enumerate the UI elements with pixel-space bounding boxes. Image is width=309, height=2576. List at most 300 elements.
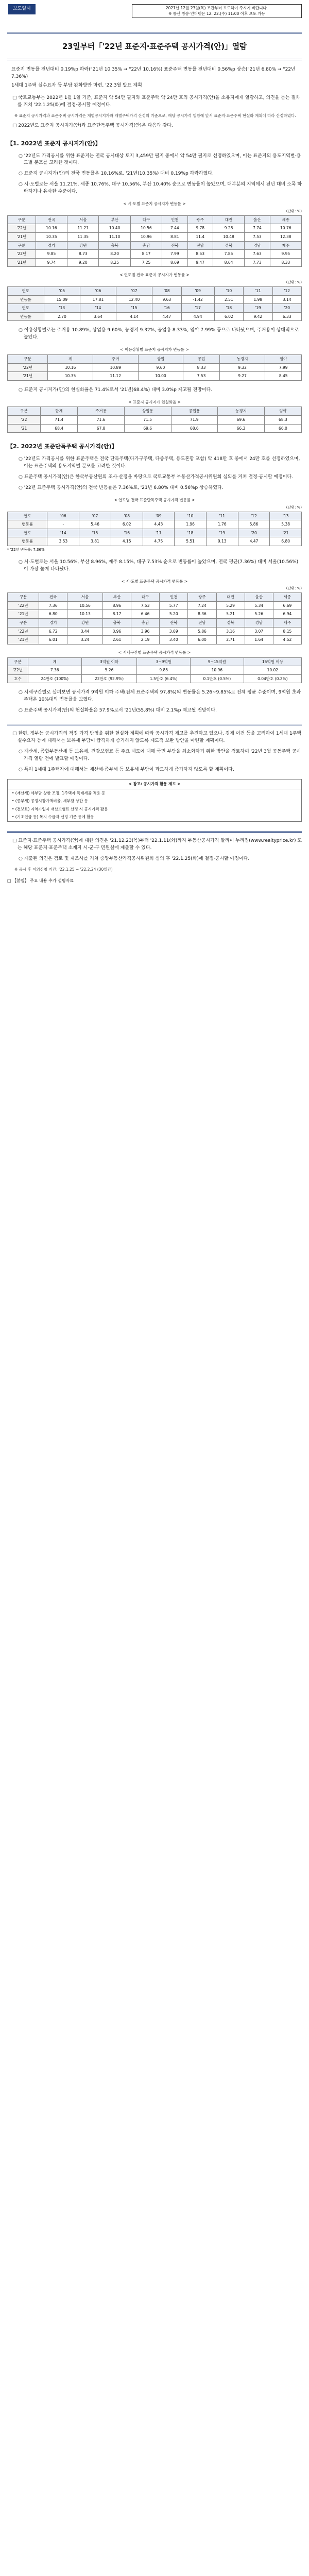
table-header-cell: '19: [206, 529, 238, 537]
table-header-cell: 공업: [183, 354, 220, 363]
intro-note: ※ 표준지 공시가격과 표준주택 공시가격은 개별공시지가와 개별주택가격 산정의 기준으로, 해당 공시가격 열람에 앞서 표준지·표준주택 현실화 계획에 따라 산정하였다.: [14, 113, 296, 118]
table-cell: '21년: [8, 636, 39, 645]
table-cell: '22년: [8, 250, 36, 259]
table-cell: 9.85: [36, 250, 67, 259]
table-header-cell: 광주: [187, 215, 213, 224]
table-cell: 변동률: [8, 295, 44, 304]
table-caption: < 시·도별 표준지 공시지가 변동률 >: [123, 201, 186, 207]
table-cell: 10.35: [48, 372, 93, 381]
table-cell: 2.71: [216, 636, 245, 645]
table-cell: 3.07: [245, 627, 273, 636]
table-caption: < 연도별 전국 표준단독주택 공시가격 변동률 >: [114, 498, 195, 503]
table-cell: 10.40: [99, 224, 130, 233]
table-header-cell: 3억원 이하: [81, 657, 137, 666]
table-cell: 7.36: [28, 666, 81, 675]
table-cell: 11.21: [67, 224, 99, 233]
table-cell: 8.45: [265, 372, 302, 381]
table-header-cell: 대구: [130, 215, 162, 224]
table-header-cell: 15억원 이상: [244, 657, 301, 666]
table-cell: -1.42: [181, 295, 214, 304]
table-header-cell: 전남: [187, 241, 213, 250]
table-cell: 7.99: [265, 363, 302, 372]
table-header-cell: '07: [79, 512, 111, 520]
table-header-cell: 경기: [36, 241, 67, 250]
table-row: [8, 224, 302, 233]
table-row: [8, 407, 302, 416]
table-cell: 9.28: [213, 224, 244, 233]
table-cell: 71.6: [78, 415, 125, 424]
table-unit: (단위: %): [286, 280, 302, 285]
table-header-cell: 상업용: [124, 407, 171, 416]
table-header-cell: '11: [244, 286, 272, 295]
table-cell: 7.53: [245, 232, 270, 241]
table-cell: 68.6: [171, 424, 218, 433]
table-header-cell: 제주: [273, 619, 301, 628]
table-cell: 3.24: [67, 636, 103, 645]
table-cell: 6.72: [39, 627, 67, 636]
table-cell: 3.64: [80, 312, 116, 321]
table-row: [8, 529, 302, 537]
table-header-cell: 9~15억원: [191, 657, 244, 666]
table-cell: 8.15: [273, 627, 301, 636]
table-cell: 5.21: [216, 610, 245, 619]
table-header-cell: '21: [270, 529, 302, 537]
table-header-cell: 광주: [188, 593, 216, 602]
table-header-cell: 연도: [8, 286, 44, 295]
table-cell: 71.4: [41, 415, 78, 424]
table-cell: 5.26: [81, 666, 137, 675]
reference-title: < 참고: 공시가격 활용 제도 >: [8, 779, 301, 789]
table-header-cell: 충북: [102, 619, 131, 628]
table-cell: 3.96: [131, 627, 160, 636]
table-cell: 69.6: [124, 424, 171, 433]
table-cell: 9.32: [219, 363, 265, 372]
table-cell: '21: [8, 424, 41, 433]
table-header-cell: 충북: [99, 241, 130, 250]
table-header-cell: 상업: [138, 354, 183, 363]
table-header-cell: 경남: [245, 241, 270, 250]
table-cell: 5.86: [238, 520, 270, 529]
table-header-cell: '14: [80, 304, 116, 313]
table-cell: '21년: [8, 258, 36, 267]
attachment-note: □ 【붙임】 주요 내용 추가 설명자료: [7, 878, 74, 883]
table-cell: 10.56: [130, 224, 162, 233]
yearly-land-table: [7, 286, 302, 321]
table-cell: 1.64: [245, 636, 273, 645]
sec1-para: ○ 시·도별로는 서울 11.21%, 세종 10.76%, 대구 10.56%, 부산 10.40% 순으로 변동률이 높았으며, 대부분의 지역에서 전년 대비 소폭 하락하거나 유사한 수준이다.: [19, 182, 302, 195]
table-cell: 6.46: [131, 610, 160, 619]
table-cell: 8.81: [162, 232, 187, 241]
table-cell: 5.38: [270, 520, 302, 529]
table-cell: 11.35: [67, 232, 99, 241]
table-header-cell: 제주: [270, 241, 301, 250]
table-row: [8, 363, 302, 372]
table-cell: 9.85: [137, 666, 191, 675]
table-cell: 3.81: [79, 537, 111, 546]
table-cell: 6.33: [272, 312, 302, 321]
table-cell: 3.16: [216, 627, 245, 636]
table-cell: 10.96: [130, 232, 162, 241]
intro-para: □ 국토교통부는 2022년 1월 1일 기준, 표준지 약 54만 필지와 표준주택 약 24만 호의 공시가격(안)을 소유자에게 열람하고, 의견을 듣는 절차를 거쳐 '22.1.25(화)에 결정·공시할 예정이다.: [12, 95, 300, 108]
table-cell: '22: [8, 415, 41, 424]
table-header-cell: '18: [214, 304, 243, 313]
table-cell: 4.15: [111, 537, 143, 546]
table-header-cell: 농경지: [218, 407, 265, 416]
table-cell: 7.74: [245, 224, 270, 233]
price-band-table: [7, 657, 302, 684]
table-row: [8, 415, 302, 424]
page-title: 23일부터「'22년 표준지·표준주택 공시가격(안)」열람: [62, 42, 247, 51]
table-cell: 71.9: [171, 415, 218, 424]
table-cell: '21년: [8, 232, 36, 241]
table-cell: 9.42: [244, 312, 272, 321]
table-unit: (단위: %): [286, 586, 302, 591]
table-cell: 1.98: [244, 295, 272, 304]
release-badge: 보도일시: [8, 4, 36, 14]
table-cell: 3.44: [67, 627, 103, 636]
table-header-cell: 대전: [216, 593, 245, 602]
table-row: [8, 304, 302, 313]
table-row: [8, 295, 302, 304]
table-cell: 11.10: [99, 232, 130, 241]
table-cell: 변동률: [8, 537, 47, 546]
table-header-cell: 구분: [8, 354, 48, 363]
table-cell: 5.26: [245, 610, 273, 619]
table-cell: 7.85: [213, 250, 244, 259]
table-header-cell: 울산: [245, 215, 270, 224]
table-row: [8, 627, 302, 636]
table-header-cell: 합계: [41, 407, 78, 416]
table-cell: 10.16: [36, 224, 67, 233]
table-header-cell: '15: [116, 304, 152, 313]
reference-box: [7, 779, 302, 822]
table-header-cell: 서울: [67, 215, 99, 224]
reference-line: • (재산세) 세부담 상한 조정, 1주택자 특례세율 적용 등: [12, 790, 106, 795]
table-cell: 10.00: [138, 372, 183, 381]
table-header-cell: '17: [181, 304, 214, 313]
table-cell: 6.01: [39, 636, 67, 645]
table-header-cell: '16: [152, 304, 181, 313]
table-cell: 7.53: [131, 601, 160, 610]
table-header-cell: 구분: [8, 657, 28, 666]
table-header-cell: 전국: [36, 215, 67, 224]
table-header-cell: 연도: [8, 512, 47, 520]
table-cell: 10.16: [48, 363, 93, 372]
sec2-para: ○ 시·도별로는 서울 10.56%, 부산 8.96%, 제주 8.15%, 대구 7.53% 순으로 변동률이 높았으며, 전국 평균(7.36%) 대비 서울(10.56%)이 가장 높게 나타났다.: [19, 559, 299, 572]
land-use-table: [7, 354, 302, 381]
table-cell: 67.8: [78, 424, 125, 433]
table-cell: 9.13: [206, 537, 238, 546]
title-box: [7, 32, 302, 60]
table-cell: 7.53: [183, 372, 220, 381]
table-header-cell: 전국: [39, 593, 67, 602]
table-cell: 10.13: [67, 610, 103, 619]
embargo-box: [132, 4, 302, 18]
table-header-cell: '10: [214, 286, 243, 295]
table-cell: 7.63: [245, 250, 270, 259]
table-header-cell: 계: [28, 657, 81, 666]
table-cell: 4.43: [143, 520, 175, 529]
regional-land-table: [7, 215, 302, 267]
table-row: [8, 666, 302, 675]
table-cell: 8.64: [213, 258, 244, 267]
table-cell: 68.4: [41, 424, 78, 433]
table-cell: 11.4: [187, 232, 213, 241]
sec3-para: □ 한편, 정부는 공시가격의 적정 가격 반영을 위한 현실화 계획에 따라 공시가격 제고를 추진하고 있으나, 경제 여건 등을 고려하여 1세대 1주택 실수요자 등에 대해서는 보유세 부담이 급격하게 증가하지 않도록 제도적 보완 방안을 마련할 계획이다.: [12, 731, 302, 744]
sec2-para: ○ 시세구간별로 살펴보면 공시가격 9억원 이하 주택(전체 표준주택의 97.8%)의 변동률은 5.26~9.85%로 전체 평균 수준이며, 9억원 초과 주택은 10%대의 변동률을 보였다.: [19, 690, 301, 703]
table-cell: 6.02: [111, 520, 143, 529]
table-header-cell: 구분: [8, 241, 36, 250]
table-caption: < 표준지 공시지가 현실화율 >: [128, 399, 181, 404]
table-header-cell: 전남: [188, 619, 216, 628]
table-header-cell: '05: [44, 286, 80, 295]
table-cell: 2.61: [102, 636, 131, 645]
table-header-cell: 강원: [67, 619, 103, 628]
regional-house-table: [7, 592, 302, 645]
table-caption: < 시세구간별 표준주택 공시가격 변동률 >: [118, 650, 191, 655]
table-cell: 7.44: [162, 224, 187, 233]
table-header-cell: 구분: [8, 215, 36, 224]
table-unit: (단위: %): [286, 505, 302, 510]
table-cell: 변동률: [8, 520, 47, 529]
table-row: [8, 601, 302, 610]
table-cell: 6.02: [214, 312, 243, 321]
intro: [7, 95, 302, 129]
table-cell: '21년: [8, 372, 48, 381]
land-realization-table: [7, 406, 302, 433]
table-cell: 22만호 (92.9%): [81, 674, 137, 683]
table-header-cell: '13: [44, 304, 80, 313]
intro-para: □ 2022년도 표준지 공시지가(안)과 표준단독주택 공시가격(안)은 다음과 같다.: [12, 123, 173, 128]
table-cell: '22년: [8, 601, 39, 610]
table-header-cell: 충남: [130, 241, 162, 250]
table-header-cell: 구분: [8, 407, 41, 416]
table-cell: 8.33: [183, 363, 220, 372]
table-cell: '21년: [8, 610, 39, 619]
table-header-cell: 계: [48, 354, 93, 363]
table-cell: 0.1만호 (0.5%): [191, 674, 244, 683]
table-header-cell: '18: [175, 529, 207, 537]
summary-line: 1세대 1주택 실수요자 등 부담 완화방안 마련, '22.3월 발표 계획: [11, 83, 142, 89]
table-cell: '22년: [8, 363, 48, 372]
table-header-cell: '09: [143, 512, 175, 520]
table-cell: 7.25: [130, 258, 162, 267]
table-cell: 8.25: [99, 258, 130, 267]
table-cell: 4.14: [116, 312, 152, 321]
table-row: [8, 619, 302, 628]
table-cell: 1.5만호 (6.4%): [137, 674, 191, 683]
table-header-cell: '10: [175, 512, 207, 520]
table-cell: 9.20: [67, 258, 99, 267]
sec1-para: ○ 이용상황별로는 주거용 10.89%, 상업용 9.60%, 농경지 9.32%, 공업용 8.33%, 임야 7.99% 등으로 나타났으며, 주거용이 상대적으로 높았다.: [19, 328, 299, 341]
sec3-para: ○ 재산세, 종합부동산세 등 보유세, 건강보험료 등 주요 제도에 대해 국민 부담을 최소화하기 위한 방안을 검토하여 '22년 3월 공동주택 공시가격 열람 전에 발표할 예정이다.: [19, 749, 301, 762]
table-row: [8, 372, 302, 381]
table-header-cell: 3~9억원: [137, 657, 191, 666]
table-header-cell: 임야: [264, 407, 301, 416]
table-cell: 2.70: [44, 312, 80, 321]
table-cell: 4.47: [238, 537, 270, 546]
table-header-cell: 농경지: [219, 354, 265, 363]
sec1-para: ○ '22년도 가격공시를 위한 표준지는 전국 공시대상 토지 3,459만 필지 중에서 약 54만 필지로 선정하였으며, 이는 표준지의 용도지역별·용도별 분포를 고려한 것이다.: [19, 153, 301, 166]
table-cell: 24만호 (100%): [28, 674, 81, 683]
header: [7, 0, 302, 32]
table-header-cell: 연도: [8, 529, 47, 537]
table-cell: '22년: [8, 627, 39, 636]
table-header-cell: 임야: [265, 354, 302, 363]
table-row: [8, 232, 302, 241]
table-header-cell: 대전: [213, 215, 244, 224]
table-cell: 7.36: [39, 601, 67, 610]
table-header-cell: '20: [238, 529, 270, 537]
table-header-cell: 부산: [99, 215, 130, 224]
table-caption: < 연도별 전국 표준지 공시지가 변동률 >: [119, 273, 190, 278]
table-caption: < 이용상황별 표준지 공시지가 변동률 >: [120, 347, 189, 352]
table-row: [8, 312, 302, 321]
table-row: [8, 241, 302, 250]
table-cell: '22년: [8, 666, 28, 675]
table-cell: 3.69: [160, 627, 188, 636]
table-row: [8, 258, 302, 267]
table-cell: 7.73: [245, 258, 270, 267]
table-header-cell: '13: [270, 512, 302, 520]
table-header-cell: 공업용: [171, 407, 218, 416]
reference-line: • (기초연금 등) 복지 수급자 선정 기준 등에 활용: [12, 815, 94, 820]
section-2-title: 【2. 2022년 표준단독주택 공시가격(안)】: [7, 443, 117, 450]
press-release-page: [0, 0, 309, 894]
table-row: [8, 657, 302, 666]
table-cell: 8.17: [130, 250, 162, 259]
table-header-cell: 서울: [67, 593, 103, 602]
table-cell: 66.3: [218, 424, 265, 433]
table-cell: 변동률: [8, 312, 44, 321]
table-cell: 10.35: [36, 232, 67, 241]
table-cell: 8.33: [270, 258, 301, 267]
reference-line: • (종부세) 공정시장가액비율, 세부담 상한 등: [12, 799, 88, 804]
summary: [7, 66, 302, 90]
table-cell: 11.12: [93, 372, 138, 381]
table-cell: 7.99: [162, 250, 187, 259]
table-cell: 6.00: [188, 636, 216, 645]
embargo-line-2: ※ 통신·방송·인터넷은 12. 22.(수) 11:00 이후 보도 가능: [168, 11, 265, 16]
table-header-cell: '09: [181, 286, 214, 295]
embargo-line-1: 2021년 12월 23일(목) 조간부터 보도하여 주시기 바랍니다.: [165, 6, 268, 10]
table-header-cell: 구분: [8, 593, 39, 602]
table-cell: 2.19: [131, 636, 160, 645]
table-header-cell: 전북: [160, 619, 188, 628]
table-header-cell: '08: [152, 286, 181, 295]
table-row: [8, 424, 302, 433]
table-cell: 17.81: [80, 295, 116, 304]
sec4-note: ※ 공시 후 이의신청 기간: '22.1.25 ~ '22.2.24 (30일간): [14, 867, 113, 872]
sec2-para: ○ '22년 표준주택 공시가격(안)의 전국 변동률은 7.36%로, '21년 6.80% 대비 0.56%p 상승하였다.: [19, 485, 224, 491]
table-header-cell: 전북: [162, 241, 187, 250]
table-row: [8, 610, 302, 619]
table-cell: 4.52: [273, 636, 301, 645]
table-cell: 호수: [8, 674, 28, 683]
table-cell: '22년: [8, 224, 36, 233]
table-row: [8, 354, 302, 363]
table-header-cell: '06: [80, 286, 116, 295]
table-cell: 4.94: [181, 312, 214, 321]
sec4-para: ○ 제출된 의견은 검토 및 재조사를 거쳐 중앙부동산가격공시위원회 심의 후 '22.1.25(화)에 결정·공시할 예정이다.: [19, 856, 250, 861]
table-cell: 8.96: [102, 601, 131, 610]
table-cell: 8.36: [188, 610, 216, 619]
table-cell: 66.0: [264, 424, 301, 433]
table-header-cell: 세종: [270, 215, 301, 224]
table-cell: 0.04만호 (0.2%): [244, 674, 301, 683]
table-header-cell: '20: [272, 304, 302, 313]
table-cell: 5.20: [160, 610, 188, 619]
table-caption: < 시·도별 표준주택 공시가격 변동률 >: [121, 579, 188, 584]
table-cell: 3.40: [160, 636, 188, 645]
table-cell: 9.63: [152, 295, 181, 304]
table-cell: 1.96: [175, 520, 207, 529]
table-cell: 8.69: [162, 258, 187, 267]
table-cell: 9.78: [187, 224, 213, 233]
table-header-cell: 강원: [67, 241, 99, 250]
table-header-cell: 경북: [213, 241, 244, 250]
table-cell: 5.51: [175, 537, 207, 546]
table-row: [8, 537, 302, 546]
table-cell: 5.46: [79, 520, 111, 529]
table-row: [8, 286, 302, 295]
table-header-cell: 울산: [245, 593, 273, 602]
table-header-cell: 구분: [8, 619, 39, 628]
table-header-cell: '08: [111, 512, 143, 520]
table-cell: 6.80: [39, 610, 67, 619]
table-cell: -: [47, 520, 79, 529]
table-header-cell: '12: [238, 512, 270, 520]
sec2-para: ○ 표준주택 공시가격(안)의 현실화율은 57.9%로서 '21년(55.8%) 대비 2.1%p 제고될 전망이다.: [19, 708, 217, 714]
table-cell: 8.73: [67, 250, 99, 259]
table-header-cell: 경기: [39, 619, 67, 628]
table-header-cell: '16: [111, 529, 143, 537]
table-cell: 10.48: [213, 232, 244, 241]
table-cell: 1.76: [206, 520, 238, 529]
table-cell: 6.80: [270, 537, 302, 546]
table-cell: 4.75: [143, 537, 175, 546]
table-unit: (단위: %): [286, 209, 302, 213]
table-header-cell: 충남: [131, 619, 160, 628]
table-cell: 10.89: [93, 363, 138, 372]
table-row: [8, 512, 302, 520]
table-cell: 10.76: [270, 224, 301, 233]
table-row: [8, 215, 302, 224]
table-cell: 10.56: [67, 601, 103, 610]
reference-line: • (건보료) 지역가입자 재산보험료 산정 시 공시가격 활용: [12, 806, 108, 811]
table-header-cell: 주거용: [78, 407, 125, 416]
table-cell: 9.27: [219, 372, 265, 381]
table-cell: 9.60: [138, 363, 183, 372]
summary-line: 표준지 변동률 전년대비 0.19%p 하락("21년 10.35% → "22년 10.16%) 표준주택 변동률 전년대비 0.56%p 상승("21년 6.80% → "22년 7.36%): [11, 67, 296, 80]
sec1-para: ○ 표준지 공시지가(안)의 현실화율은 71.4%로서 '21년(68.4%) 대비 3.0%p 제고될 전망이다.: [19, 387, 213, 393]
table-cell: 12.38: [270, 232, 301, 241]
table-header-cell: 세종: [273, 593, 301, 602]
table-header-cell: 인천: [160, 593, 188, 602]
table-header-cell: '11: [206, 512, 238, 520]
divider: [7, 724, 302, 725]
table-cell: 8.20: [99, 250, 130, 259]
table-row: [8, 593, 302, 602]
table-cell: 8.53: [187, 250, 213, 259]
table-cell: 7.24: [188, 601, 216, 610]
table-cell: 3.14: [272, 295, 302, 304]
table-row: [8, 636, 302, 645]
table-cell: 5.86: [188, 627, 216, 636]
yearly-house-table: [7, 512, 302, 547]
table-row: [8, 250, 302, 259]
table-cell: 5.34: [245, 601, 273, 610]
